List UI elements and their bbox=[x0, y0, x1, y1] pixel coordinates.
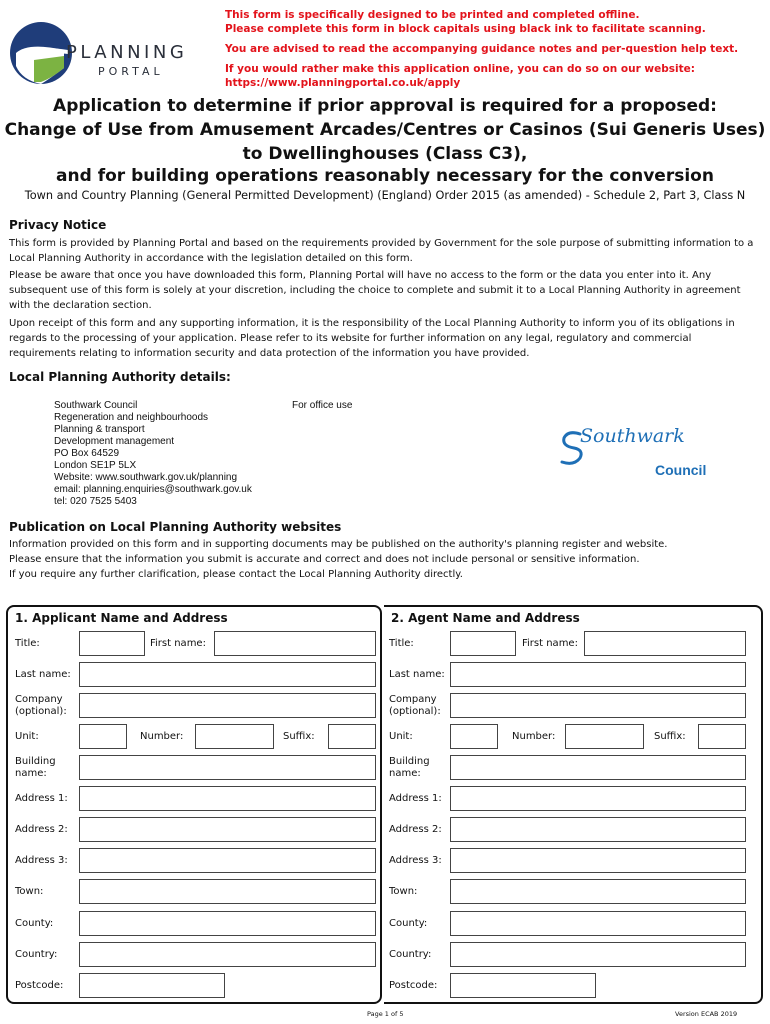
applicant-section-title: 1. Applicant Name and Address bbox=[15, 611, 228, 625]
agent-first-name-label: First name: bbox=[522, 638, 578, 649]
lpa-address-line: PO Box 64529 bbox=[54, 448, 120, 459]
applicant-first-name-label: First name: bbox=[150, 638, 206, 649]
council-logo-script: Southwark bbox=[580, 425, 685, 447]
agent-section bbox=[384, 605, 763, 1004]
lpa-address-line: Regeneration and neighbourhoods bbox=[54, 412, 209, 423]
warning-guidance: You are advised to read the accompanying guidance notes and per-question help text. bbox=[225, 43, 739, 55]
applicant-postcode-input[interactable] bbox=[79, 973, 225, 998]
lpa-address-line: London SE1P 5LX bbox=[54, 460, 137, 471]
applicant-unit-label: Unit: bbox=[15, 731, 39, 742]
applicant-number-label: Number: bbox=[140, 731, 184, 742]
agent-suffix-input[interactable] bbox=[698, 724, 746, 749]
agent-county-input[interactable] bbox=[450, 911, 746, 936]
agent-last-name-label: Last name: bbox=[389, 669, 445, 680]
applicant-address3-input[interactable] bbox=[79, 848, 376, 873]
office-use-label: For office use bbox=[292, 400, 353, 411]
agent-unit-input[interactable] bbox=[450, 724, 498, 749]
applicant-address1-label: Address 1: bbox=[15, 793, 68, 804]
lpa-website[interactable]: Website: www.southwark.gov.uk/planning bbox=[54, 472, 238, 483]
agent-address1-input[interactable] bbox=[450, 786, 746, 811]
form-version: Version ECAB 2019 bbox=[675, 1010, 738, 1018]
applicant-last-name-label: Last name: bbox=[15, 669, 71, 680]
agent-suffix-label: Suffix: bbox=[654, 731, 686, 742]
applicant-country-label: Country: bbox=[15, 949, 58, 960]
apply-online-link[interactable]: https://www.planningportal.co.uk/apply bbox=[225, 77, 461, 89]
warning-offline: This form is specifically designed to be printed and completed offline. bbox=[225, 9, 640, 21]
lpa-email[interactable]: email: planning.enquiries@southwark.gov.uk bbox=[54, 484, 252, 495]
lpa-phone: tel: 020 7525 5403 bbox=[54, 496, 137, 507]
warning-block-capitals: Please complete this form in block capitals using black ink to facilitate scanning. bbox=[225, 23, 706, 35]
lpa-address-line: Planning & transport bbox=[54, 424, 145, 435]
agent-company-optional-label: (optional): bbox=[389, 706, 441, 717]
form-title-line-3: to Dwellinghouses (Class C3), bbox=[242, 144, 528, 164]
applicant-company-input[interactable] bbox=[79, 693, 376, 718]
planning-portal-logo bbox=[8, 20, 198, 88]
form-title-line-4: and for building operations reasonably necessary for the conversion bbox=[56, 166, 714, 186]
agent-address2-label: Address 2: bbox=[389, 824, 442, 835]
agent-address3-label: Address 3: bbox=[389, 855, 442, 866]
agent-title-label: Title: bbox=[389, 638, 414, 649]
privacy-paragraph-2: Please be aware that once you have downloaded this form, Planning Portal will have no access to the form or the data you enter into it. Any subsequent use of this form is solely at your discretion, including the choice to complete and submit it to a Local Planning Authority in agreement with the declaration section. bbox=[9, 270, 741, 311]
agent-number-label: Number: bbox=[512, 731, 556, 742]
publication-heading: Publication on Local Planning Authority websites bbox=[9, 520, 342, 534]
applicant-address2-label: Address 2: bbox=[15, 824, 68, 835]
applicant-suffix-input[interactable] bbox=[328, 724, 376, 749]
applicant-unit-input[interactable] bbox=[79, 724, 127, 749]
southwark-council-logo bbox=[558, 412, 723, 480]
agent-first-name-input[interactable] bbox=[584, 631, 746, 656]
applicant-first-name-input[interactable] bbox=[214, 631, 376, 656]
agent-last-name-input[interactable] bbox=[450, 662, 746, 687]
applicant-suffix-label: Suffix: bbox=[283, 731, 315, 742]
page-number: Page 1 of 5 bbox=[367, 1010, 404, 1018]
agent-country-input[interactable] bbox=[450, 942, 746, 967]
applicant-address1-input[interactable] bbox=[79, 786, 376, 811]
applicant-building-name-input[interactable] bbox=[79, 755, 376, 780]
applicant-building-name-label: name: bbox=[15, 768, 47, 779]
applicant-company-label: Company bbox=[15, 694, 63, 705]
form-title-line-2: Change of Use from Amusement Arcades/Centres or Casinos (Sui Generis Uses) bbox=[4, 120, 766, 140]
applicant-building-label: Building bbox=[15, 756, 56, 767]
agent-town-input[interactable] bbox=[450, 879, 746, 904]
publication-line-2: Please ensure that the information you submit is accurate and correct and does not include personal or sensitive information. bbox=[9, 554, 640, 565]
agent-title-input[interactable] bbox=[450, 631, 516, 656]
privacy-paragraph-1: This form is provided by Planning Portal and based on the requirements provided by Government for the sole purpose of submitting information to a Local Planning Authority in accordance with the legislation detailed on this form. bbox=[9, 238, 754, 264]
applicant-town-label: Town: bbox=[15, 886, 44, 897]
applicant-postcode-label: Postcode: bbox=[15, 980, 64, 991]
agent-company-input[interactable] bbox=[450, 693, 746, 718]
publication-line-3: If you require any further clarification, please contact the Local Planning Authority directly. bbox=[9, 569, 463, 580]
agent-number-input[interactable] bbox=[565, 724, 644, 749]
agent-county-label: County: bbox=[389, 918, 428, 929]
planning-portal-logo-icon bbox=[8, 20, 74, 86]
applicant-company-optional-label: (optional): bbox=[15, 706, 67, 717]
publication-line-1: Information provided on this form and in supporting documents may be published on the authority's planning register and website. bbox=[9, 539, 668, 550]
agent-building-label: Building bbox=[389, 756, 430, 767]
applicant-title-input[interactable] bbox=[79, 631, 145, 656]
applicant-county-label: County: bbox=[15, 918, 54, 929]
applicant-section bbox=[6, 605, 382, 1004]
agent-town-label: Town: bbox=[389, 886, 418, 897]
applicant-address3-label: Address 3: bbox=[15, 855, 68, 866]
lpa-address-line: Southwark Council bbox=[54, 400, 138, 411]
agent-address3-input[interactable] bbox=[450, 848, 746, 873]
council-logo-word: Council bbox=[655, 462, 707, 478]
applicant-county-input[interactable] bbox=[79, 911, 376, 936]
applicant-last-name-input[interactable] bbox=[79, 662, 376, 687]
legislation-subtitle: Town and Country Planning (General Permitted Development) (England) Order 2015 (as amended) - Schedule 2, Part 3, Class N bbox=[24, 189, 746, 202]
privacy-paragraph-3: Upon receipt of this form and any supporting information, it is the responsibility of the Local Planning Authority to inform you of its obligations in regards to the processing of your application. Please refer to its website for further information on any legal, regulatory and commercial requirements relating to information security and data protection of the information you have provided. bbox=[9, 318, 735, 359]
applicant-number-input[interactable] bbox=[195, 724, 274, 749]
logo-word-portal: PORTAL bbox=[98, 65, 164, 78]
applicant-title-label: Title: bbox=[15, 638, 40, 649]
lpa-address-line: Development management bbox=[54, 436, 175, 447]
agent-building-name-input[interactable] bbox=[450, 755, 746, 780]
agent-building-name-label: name: bbox=[389, 768, 421, 779]
applicant-address2-input[interactable] bbox=[79, 817, 376, 842]
agent-postcode-label: Postcode: bbox=[389, 980, 438, 991]
applicant-country-input[interactable] bbox=[79, 942, 376, 967]
agent-postcode-input[interactable] bbox=[450, 973, 596, 998]
applicant-town-input[interactable] bbox=[79, 879, 376, 904]
privacy-heading: Privacy Notice bbox=[9, 218, 107, 232]
agent-section-title: 2. Agent Name and Address bbox=[391, 611, 580, 625]
lpa-address bbox=[54, 400, 252, 508]
agent-address2-input[interactable] bbox=[450, 817, 746, 842]
agent-address1-label: Address 1: bbox=[389, 793, 442, 804]
logo-word-planning: PLANNING bbox=[66, 42, 188, 63]
agent-country-label: Country: bbox=[389, 949, 432, 960]
agent-company-label: Company bbox=[389, 694, 437, 705]
lpa-heading: Local Planning Authority details: bbox=[9, 370, 231, 384]
warning-online: If you would rather make this application online, you can do so on our website: bbox=[225, 63, 695, 75]
form-title-line-1: Application to determine if prior approval is required for a proposed: bbox=[53, 96, 717, 116]
agent-unit-label: Unit: bbox=[389, 731, 413, 742]
